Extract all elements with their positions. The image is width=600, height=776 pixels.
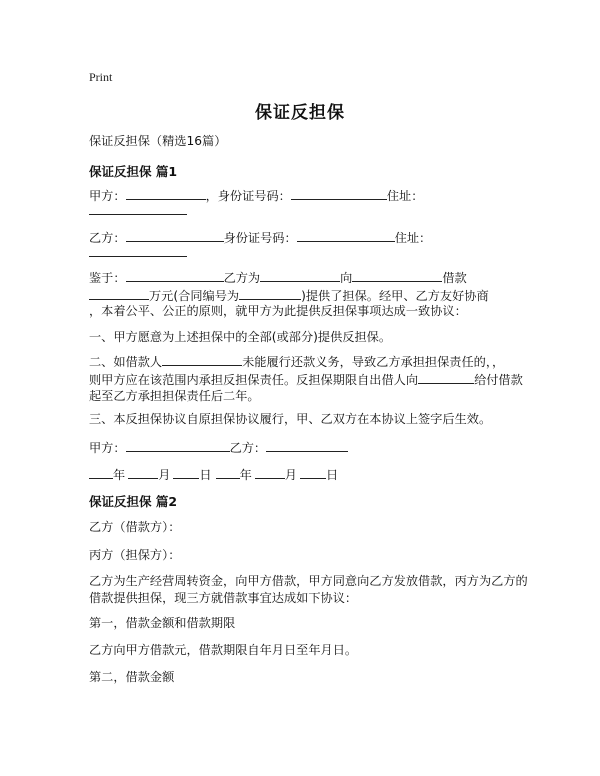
clause-2-blank-2 <box>418 370 474 384</box>
whereas-text-2: 乙方为 <box>223 271 261 285</box>
date-blank-6 <box>300 465 326 479</box>
party-a-blank <box>126 186 206 200</box>
date-blank-5 <box>255 465 285 479</box>
whereas-blank-2 <box>260 268 340 282</box>
party-b-blank <box>126 228 224 242</box>
date-blank-2 <box>128 465 158 479</box>
s2-item-1-heading: 第一，借款金额和借款期限 <box>89 616 236 630</box>
whereas-text-5: 万元(合同编号为 <box>149 289 240 303</box>
whereas-text-1: 鉴于： <box>89 271 126 285</box>
s2-intro-line-2: 借款提供担保，现三方就借款事宜达成如下协议： <box>89 591 358 605</box>
section-heading-1: 保证反担保 篇1 <box>89 164 178 179</box>
signature-line <box>89 438 348 457</box>
sign-b-label: 乙方： <box>229 441 267 455</box>
sign-a-label: 甲方： <box>89 441 126 455</box>
address-b-line <box>89 242 187 261</box>
date-month-2: 月 <box>284 468 297 482</box>
clause-2-text-b: 未能履行还款义务，导致乙方承担担保责任的，， <box>242 355 505 369</box>
id-label-b: 身份证号码： <box>223 231 297 245</box>
whereas-line-1 <box>89 268 467 287</box>
address-b-blank <box>89 243 187 257</box>
date-line <box>89 465 338 484</box>
party-b-label: 乙方： <box>89 231 126 245</box>
date-year-1: 年 <box>113 468 126 482</box>
address-a-line <box>89 200 187 219</box>
section-heading-2: 保证反担保 篇2 <box>89 494 178 509</box>
sign-b-blank <box>266 438 348 452</box>
date-blank-4 <box>216 465 240 479</box>
s2-item-1-text: 乙方向甲方借款元，借款期限自年月日至年月日。 <box>89 643 358 657</box>
whereas-blank-1 <box>126 268 224 282</box>
address-a-blank <box>89 201 187 215</box>
whereas-text-4: 借款 <box>442 271 467 285</box>
party-a-label: 甲方： <box>89 189 126 203</box>
whereas-blank-4 <box>89 286 149 300</box>
address-b-label: 住址： <box>394 231 432 245</box>
print-label: Print <box>89 70 113 84</box>
id-label-a: ，身份证号码： <box>205 189 291 203</box>
clause-1: 一、甲方愿意为上述担保中的全部(或部分)提供反担保。 <box>89 330 392 344</box>
clause-2-blank-1 <box>162 352 242 366</box>
document-title: 保证反担保 <box>255 103 345 123</box>
sign-a-blank <box>126 438 230 452</box>
date-blank-3 <box>173 465 199 479</box>
clause-2-line-1 <box>89 352 504 371</box>
date-day-1: 日 <box>199 468 212 482</box>
s2-item-2-heading: 第二，借款金额 <box>89 670 175 684</box>
clause-2-line-3: 起至乙方承担担保责任后二年。 <box>89 389 260 403</box>
whereas-line-3: ，本着公平、公正的原则，就甲方为此提供反担保事项达成一致协议： <box>89 304 467 318</box>
s2-party-c: 丙方（担保方）： <box>89 548 181 562</box>
s2-intro-line-1: 乙方为生产经营周转资金，向甲方借款，甲方同意向乙方发放借款，丙方为乙方的 <box>89 574 528 588</box>
s2-party-b: 乙方（借款方）： <box>89 520 181 534</box>
id-a-blank <box>291 186 387 200</box>
id-b-blank <box>297 228 395 242</box>
address-a-label: 住址： <box>386 189 424 203</box>
whereas-text-3: 向 <box>340 271 353 285</box>
date-day-2: 日 <box>325 468 339 482</box>
document-subtitle: 保证反担保（精选16篇） <box>89 134 227 148</box>
clause-2-text-a: 二、如借款人 <box>89 355 163 369</box>
whereas-blank-5 <box>239 286 301 300</box>
whereas-blank-3 <box>352 268 442 282</box>
whereas-text-6: )提供了担保。经甲、乙方友好协商 <box>301 289 489 303</box>
date-month-1: 月 <box>158 468 171 482</box>
clause-2-text-d: 给付借款 <box>474 373 523 387</box>
date-year-2: 年 <box>239 468 252 482</box>
date-blank-1 <box>89 465 113 479</box>
clause-3: 三、本反担保协议自原担保协议履行，甲、乙双方在本协议上签字后生效。 <box>89 412 492 426</box>
clause-2-text-c: 则甲方应在该范围内承担反担保责任。反担保期限自出借人向 <box>89 373 419 387</box>
